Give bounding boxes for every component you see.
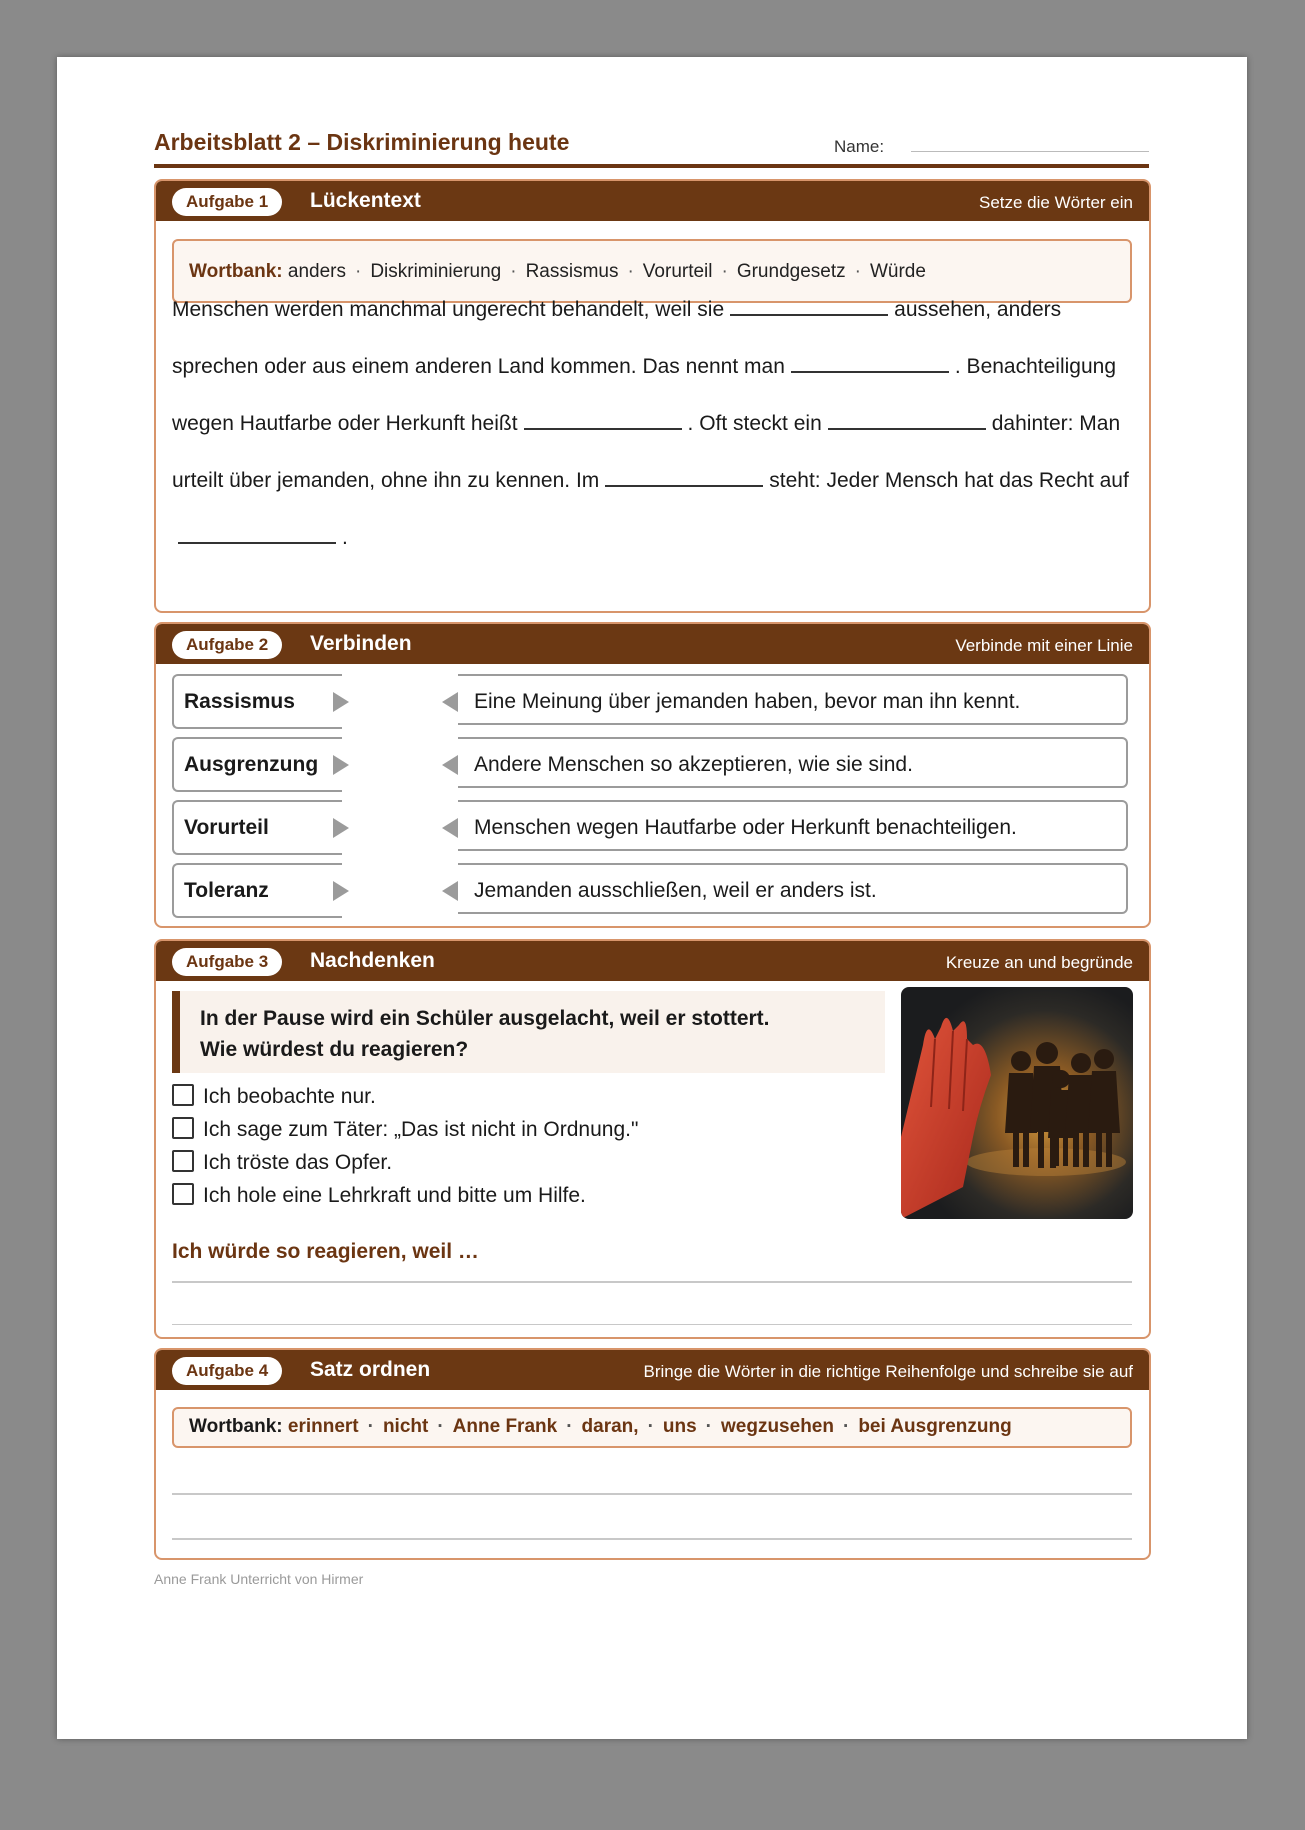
match-row bbox=[172, 674, 1132, 729]
wordbank-label: Wortbank: bbox=[189, 1416, 283, 1437]
worksheet-title: Arbeitsblatt 2 – Diskriminierung heute bbox=[154, 129, 570, 155]
cloze-segment: . bbox=[342, 526, 348, 549]
question-box bbox=[172, 991, 885, 1073]
checkbox[interactable] bbox=[172, 1150, 194, 1172]
arrow-right-icon[interactable] bbox=[333, 881, 349, 901]
option-label: Ich hole eine Lehrkraft und bitte um Hilfe. bbox=[203, 1184, 586, 1207]
arrow-right-icon[interactable] bbox=[333, 755, 349, 775]
question-line: Wie würdest du reagieren? bbox=[200, 1038, 469, 1061]
wordbank-label: Wortbank: bbox=[189, 261, 283, 282]
title-divider bbox=[154, 164, 1149, 168]
task-4-header bbox=[156, 1350, 1149, 1390]
separator: · bbox=[354, 261, 362, 282]
blank-3[interactable] bbox=[524, 408, 682, 430]
blank-2[interactable] bbox=[791, 351, 949, 373]
separator: · bbox=[627, 261, 634, 282]
task-1 bbox=[154, 179, 1151, 613]
arrow-left-icon[interactable] bbox=[442, 692, 458, 712]
separator: · bbox=[842, 1416, 850, 1437]
task-3-header bbox=[156, 941, 1149, 981]
match-term[interactable]: Ausgrenzung bbox=[172, 737, 342, 792]
task-instruction: Kreuze an und begründe bbox=[945, 953, 1133, 972]
separator: · bbox=[705, 1416, 712, 1437]
separator: · bbox=[367, 1416, 374, 1437]
separator: · bbox=[647, 1416, 654, 1437]
wordbank-word: nicht bbox=[382, 1416, 429, 1437]
cloze-segment: aussehen, anders sprechen oder aus einem anderen Land kommen. Das nennt man bbox=[172, 298, 1062, 378]
wordbank-word: Vorurteil bbox=[642, 261, 713, 282]
separator: · bbox=[510, 261, 517, 282]
cloze-segment: Menschen werden manchmal ungerecht behandelt, weil sie bbox=[172, 298, 725, 321]
wordbank-word: daran, bbox=[581, 1416, 639, 1437]
wordbank-word: wegzusehen bbox=[721, 1416, 834, 1437]
cloze-segment: steht: Jeder Mensch hat das Recht auf bbox=[769, 469, 1129, 492]
task-2 bbox=[154, 622, 1151, 928]
wordbank-word: Anne Frank bbox=[452, 1416, 558, 1437]
wordbank-word: bei Ausgrenzung bbox=[858, 1416, 1012, 1437]
checkbox[interactable] bbox=[172, 1117, 194, 1139]
arrow-right-icon[interactable] bbox=[333, 818, 349, 838]
task-badge: Aufgabe 2 bbox=[172, 631, 282, 659]
task-3 bbox=[154, 939, 1151, 1339]
cloze-segment: . Benachteiligung wegen Hautfarbe oder Herkunft heißt bbox=[172, 355, 1117, 435]
footer-credit: Anne Frank Unterricht von Hirmer bbox=[154, 1571, 364, 1587]
separator: · bbox=[721, 261, 728, 282]
blank-1[interactable] bbox=[730, 294, 888, 316]
match-row bbox=[172, 863, 1132, 918]
arrow-right-icon[interactable] bbox=[333, 692, 349, 712]
wordbank-word: Diskriminierung bbox=[370, 261, 502, 282]
wordbank-word: Würde bbox=[869, 261, 926, 282]
arrow-left-icon[interactable] bbox=[442, 818, 458, 838]
blank-4[interactable] bbox=[828, 408, 986, 430]
match-row bbox=[172, 800, 1132, 855]
cloze-text bbox=[172, 281, 1132, 566]
wordbank-word: anders bbox=[287, 261, 346, 282]
answer-line[interactable] bbox=[172, 1281, 1132, 1283]
task-title: Satz ordnen bbox=[310, 1358, 431, 1381]
task-title: Nachdenken bbox=[310, 949, 435, 972]
separator: · bbox=[854, 261, 861, 282]
checkbox[interactable] bbox=[172, 1084, 194, 1106]
option-label: Ich tröste das Opfer. bbox=[203, 1151, 393, 1174]
cloze-segment: dahinter: Man urteilt über jemanden, ohne ihn zu kennen. Im bbox=[172, 412, 1121, 492]
task-4 bbox=[154, 1348, 1151, 1560]
wordbank-word: Rassismus bbox=[525, 261, 619, 282]
answer-line[interactable] bbox=[172, 1324, 1132, 1325]
answer-line[interactable] bbox=[172, 1493, 1132, 1495]
arrow-left-icon[interactable] bbox=[442, 881, 458, 901]
task-instruction: Bringe die Wörter in die richtige Reihenfolge und schreibe sie auf bbox=[643, 1362, 1133, 1381]
task-3-body bbox=[156, 981, 1149, 1335]
task-2-header bbox=[156, 624, 1149, 664]
wordbank-word: erinnert bbox=[287, 1416, 359, 1437]
option-item[interactable] bbox=[172, 1117, 638, 1142]
match-term[interactable]: Vorurteil bbox=[172, 800, 342, 855]
option-item[interactable] bbox=[172, 1084, 376, 1109]
task-instruction: Setze die Wörter ein bbox=[978, 193, 1133, 212]
checkbox[interactable] bbox=[172, 1183, 194, 1205]
match-definition[interactable]: Menschen wegen Hautfarbe oder Herkunft benachteiligen. bbox=[458, 800, 1128, 851]
match-definition[interactable]: Jemanden ausschließen, weil er anders ist. bbox=[458, 863, 1128, 914]
separator: · bbox=[566, 1416, 573, 1437]
question-line: In der Pause wird ein Schüler ausgelacht, weil er stottert. bbox=[200, 1007, 770, 1030]
match-term[interactable]: Toleranz bbox=[172, 863, 342, 918]
name-field[interactable] bbox=[911, 151, 1149, 152]
option-item[interactable] bbox=[172, 1183, 586, 1208]
match-term[interactable]: Rassismus bbox=[172, 674, 342, 729]
match-definition[interactable]: Andere Menschen so akzeptieren, wie sie sind. bbox=[458, 737, 1128, 788]
option-label: Ich beobachte nur. bbox=[203, 1085, 376, 1108]
worksheet-page bbox=[57, 57, 1247, 1739]
task-instruction: Verbinde mit einer Linie bbox=[955, 636, 1133, 655]
wordbank bbox=[172, 1407, 1132, 1448]
option-label: Ich sage zum Täter: „Das ist nicht in Ordnung." bbox=[203, 1118, 639, 1141]
stop-hand-illustration bbox=[901, 987, 1133, 1219]
task-badge: Aufgabe 4 bbox=[172, 1357, 282, 1385]
task-badge: Aufgabe 1 bbox=[172, 188, 282, 216]
wordbank-word: uns bbox=[662, 1416, 697, 1437]
arrow-left-icon[interactable] bbox=[442, 755, 458, 775]
option-item[interactable] bbox=[172, 1150, 392, 1175]
cloze-segment: . Oft steckt ein bbox=[687, 412, 822, 435]
blank-6[interactable] bbox=[178, 522, 336, 544]
task-title: Verbinden bbox=[310, 632, 412, 655]
match-row bbox=[172, 737, 1132, 792]
wordbank-word: Grundgesetz bbox=[736, 261, 846, 282]
reason-label: Ich würde so reagieren, weil … bbox=[172, 1240, 479, 1263]
name-label: Name: bbox=[834, 137, 885, 156]
task-badge: Aufgabe 3 bbox=[172, 948, 282, 976]
task-title: Lückentext bbox=[310, 189, 421, 212]
answer-line[interactable] bbox=[172, 1538, 1132, 1540]
match-definition[interactable]: Eine Meinung über jemanden haben, bevor man ihn kennt. bbox=[458, 674, 1128, 725]
task-1-header bbox=[156, 181, 1149, 221]
blank-5[interactable] bbox=[605, 465, 763, 487]
separator: · bbox=[437, 1416, 444, 1437]
